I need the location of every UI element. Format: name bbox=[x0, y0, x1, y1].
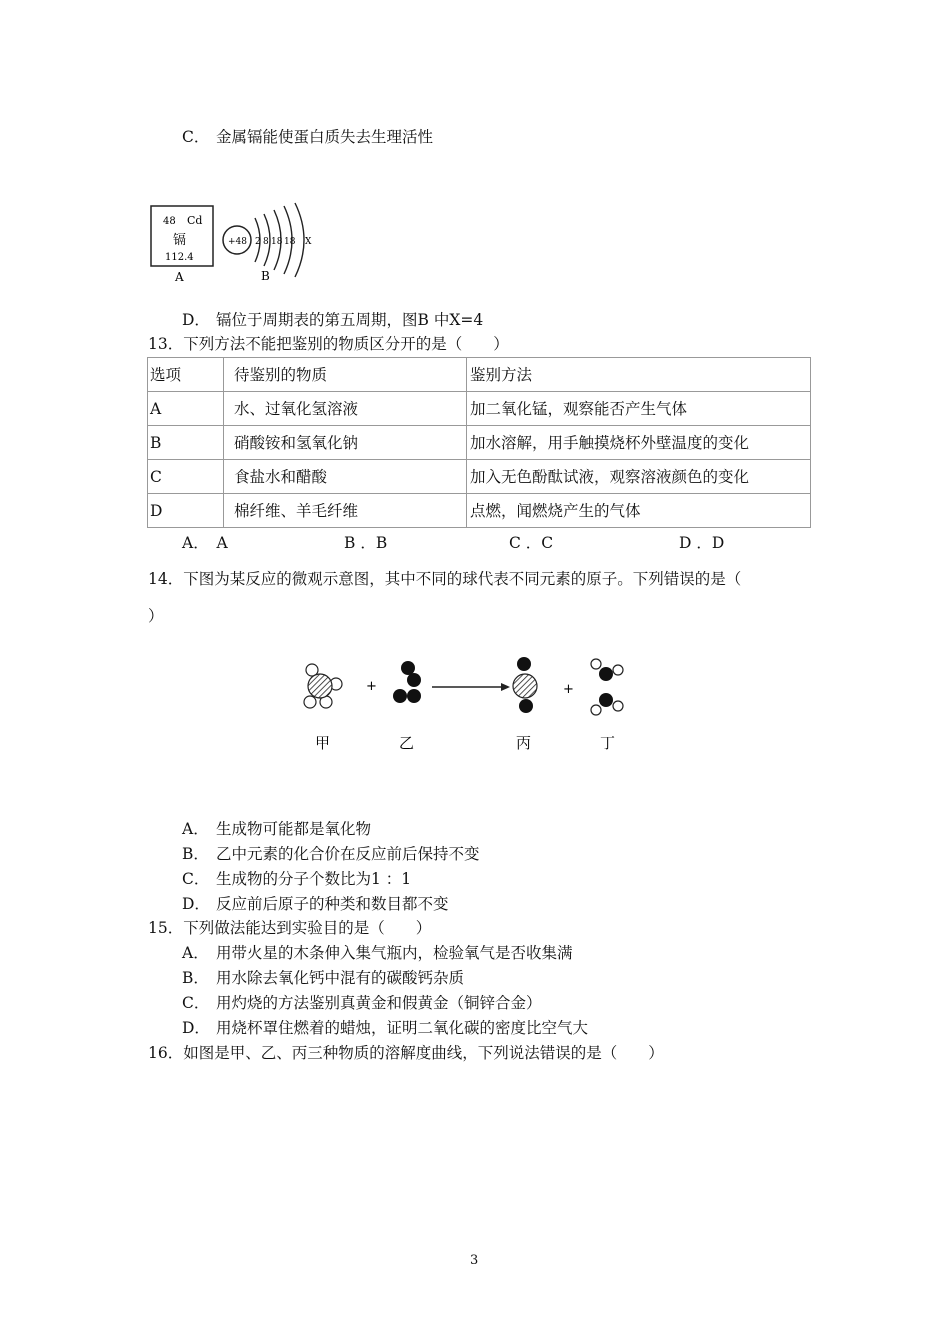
atomic-mass: 112.4 bbox=[165, 252, 194, 263]
q14-stem-line1: 14．下图为某反应的微观示意图，其中不同的球代表不同元素的原子。下列错误的是（ bbox=[148, 570, 742, 588]
q12-option-c bbox=[182, 127, 433, 147]
shell-electrons: 18 bbox=[284, 237, 296, 247]
shell-electrons: 18 bbox=[271, 237, 283, 247]
table-row bbox=[148, 460, 811, 494]
option-text: 镉位于周期表的第五周期，图B 中X=4 bbox=[216, 311, 484, 329]
q14-option-a bbox=[182, 819, 371, 839]
plus-sign: + bbox=[563, 682, 574, 697]
molecule-bing bbox=[513, 657, 537, 713]
option-text: 金属镉能使蛋白质失去生理活性 bbox=[216, 128, 434, 146]
q13-answer-b: B ．B bbox=[344, 534, 388, 552]
molecule-yi bbox=[393, 661, 421, 703]
q14-stem-line2: ） bbox=[148, 607, 164, 625]
table-row bbox=[148, 494, 811, 528]
label-b: B bbox=[261, 269, 270, 283]
label-a: A bbox=[175, 270, 184, 284]
label-jia: 甲 bbox=[315, 734, 331, 752]
table-cell: 水、过氧化氢溶液 bbox=[224, 392, 467, 426]
option-text: 乙中元素的化合价在反应前后保持不变 bbox=[216, 845, 480, 863]
table-row bbox=[148, 392, 811, 426]
table-cell: D bbox=[148, 494, 224, 528]
element-name: 镉 bbox=[173, 233, 187, 248]
label-yi: 乙 bbox=[399, 734, 415, 752]
table-cell: 棉纤维、羊毛纤维 bbox=[224, 494, 467, 528]
table-cell: C bbox=[148, 460, 224, 494]
q12-option-d bbox=[182, 310, 483, 330]
table-header: 选项 bbox=[148, 358, 224, 392]
option-label: D． bbox=[182, 311, 210, 329]
option-text: 生成物的分子个数比为1 ：1 bbox=[216, 870, 412, 888]
table-header-row bbox=[148, 358, 811, 392]
label-ding: 丁 bbox=[600, 734, 616, 752]
reaction-diagram bbox=[298, 650, 638, 760]
table-cell: 加水溶解，用手触摸烧杯外壁温度的变化 bbox=[467, 426, 811, 460]
table-cell: 食盐水和醋酸 bbox=[224, 460, 467, 494]
shell-electrons: 2 bbox=[255, 237, 261, 247]
shell-electrons: X bbox=[305, 237, 312, 247]
table-header: 鉴别方法 bbox=[467, 358, 811, 392]
label-bing: 丙 bbox=[516, 734, 532, 752]
q13-answer-a: A． A bbox=[182, 534, 228, 552]
q15-option-c bbox=[182, 993, 542, 1013]
plus-sign: + bbox=[366, 679, 377, 694]
option-label: D． bbox=[182, 895, 210, 913]
q14-option-c bbox=[182, 869, 411, 889]
q14-option-d bbox=[182, 894, 449, 914]
element-number: 48 bbox=[163, 216, 176, 227]
table-cell: B bbox=[148, 426, 224, 460]
q13-answer-d: D ．D bbox=[679, 534, 725, 552]
table-cell: 硝酸铵和氢氧化钠 bbox=[224, 426, 467, 460]
option-label: C． bbox=[182, 128, 210, 146]
option-label: D． bbox=[182, 1019, 210, 1037]
q15-option-a bbox=[182, 943, 573, 963]
q15-option-b bbox=[182, 968, 464, 988]
table-row bbox=[148, 426, 811, 460]
table-header: 待鉴别的物质 bbox=[224, 358, 467, 392]
molecule-ding bbox=[591, 659, 623, 715]
q15-option-d bbox=[182, 1018, 588, 1038]
q15-stem: 15．下列做法能达到实验目的是（ ） bbox=[148, 919, 432, 937]
option-label: A． bbox=[182, 820, 209, 838]
cadmium-figure bbox=[145, 198, 325, 288]
table-cell: A bbox=[148, 392, 224, 426]
arrow-head bbox=[501, 683, 510, 691]
molecule-jia bbox=[304, 664, 342, 708]
option-text: 用灼烧的方法鉴别真黄金和假黄金（铜锌合金） bbox=[216, 994, 542, 1012]
element-symbol: Cd bbox=[187, 214, 203, 227]
q13-stem: 13．下列方法不能把鉴别的物质区分开的是（ ） bbox=[148, 335, 509, 353]
option-label: C． bbox=[182, 870, 210, 888]
option-text: 用带火星的木条伸入集气瓶内，检验氧气是否收集满 bbox=[216, 944, 573, 962]
option-text: 生成物可能都是氧化物 bbox=[216, 820, 372, 838]
shell-arc bbox=[295, 203, 304, 277]
option-label: C． bbox=[182, 994, 210, 1012]
option-text: 用水除去氧化钙中混有的碳酸钙杂质 bbox=[216, 969, 465, 987]
option-text: 用烧杯罩住燃着的蜡烛，证明二氧化碳的密度比空气大 bbox=[216, 1019, 589, 1037]
nucleus-charge: +48 bbox=[228, 237, 247, 247]
table-cell: 加入无色酚酞试液，观察溶液颜色的变化 bbox=[467, 460, 811, 494]
option-label: B． bbox=[182, 845, 209, 863]
option-label: B． bbox=[182, 969, 209, 987]
q14-option-b bbox=[182, 844, 480, 864]
q13-answer-c: C ．C bbox=[509, 534, 554, 552]
option-text: 反应前后原子的种类和数目都不变 bbox=[216, 895, 449, 913]
table-cell: 点燃，闻燃烧产生的气体 bbox=[467, 494, 811, 528]
option-label: A． bbox=[182, 944, 209, 962]
page-number: 3 bbox=[470, 1253, 479, 1268]
q13-table bbox=[147, 357, 811, 528]
table-cell: 加二氧化锰，观察能否产生气体 bbox=[467, 392, 811, 426]
shell-electrons: 8 bbox=[263, 237, 269, 247]
q16-stem: 16．如图是甲、乙、丙三种物质的溶解度曲线，下列说法错误的是（ ） bbox=[148, 1044, 664, 1062]
